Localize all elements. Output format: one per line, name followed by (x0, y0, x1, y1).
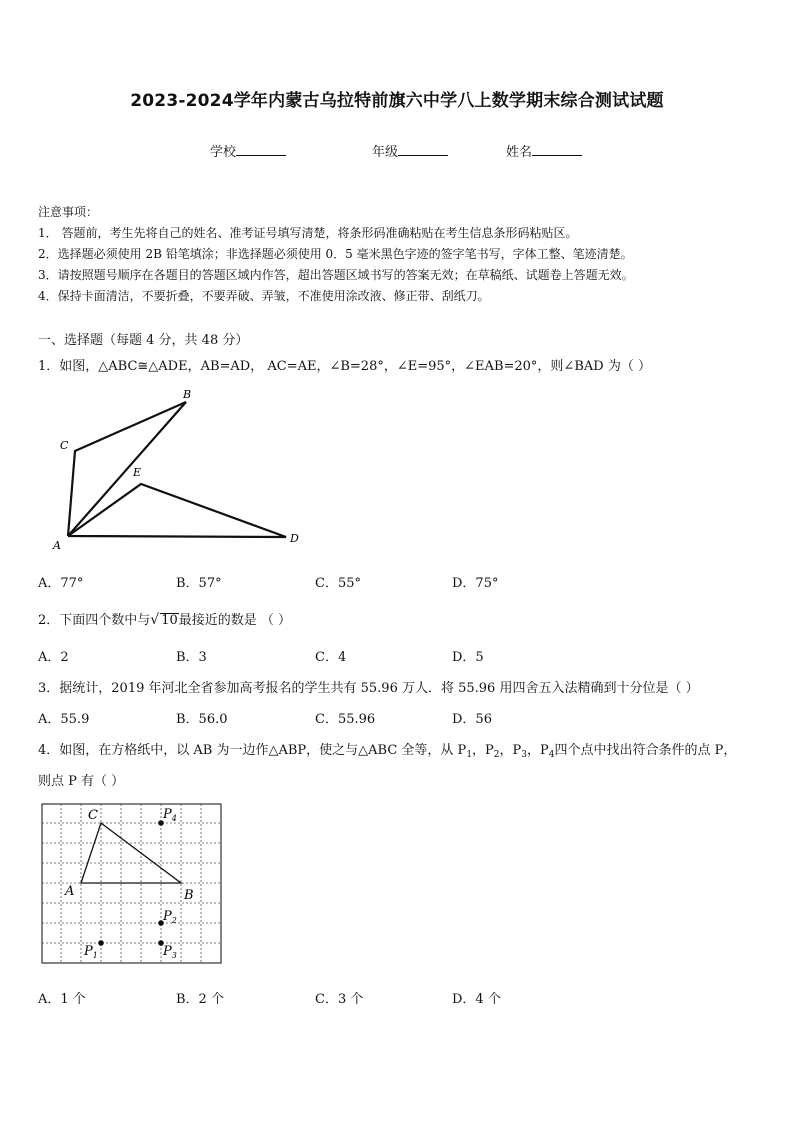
question-2-text (38, 609, 291, 628)
school-blank (236, 143, 286, 156)
q4-text-b: 四个点中找出符合条件的点 P， (554, 743, 737, 758)
label-p2: $P_2$ (163, 909, 177, 925)
sqrt-radicand: 10 (161, 613, 178, 628)
label-p1: $P_1$ (84, 944, 98, 960)
grade-label: 年级 (372, 145, 399, 160)
q4-sep: ，P (472, 743, 494, 758)
note-item: 4．保持卡面清洁，不要折叠，不要弄破、弄皱，不准使用涂改液、修正带、刮纸刀。 (38, 289, 490, 303)
sub-4: 4 (548, 750, 555, 760)
q2-option-c[interactable]: C．4 (315, 650, 347, 665)
notes-heading: 注意事项： (38, 205, 99, 219)
q2-option-b[interactable]: B．3 (176, 650, 207, 665)
q4-grid-figure (41, 803, 223, 965)
question-4-line-2: 则点 P 有（ ） (38, 774, 125, 789)
triangle-abc (68, 402, 186, 536)
q1-label-b: B (183, 388, 192, 401)
q4-label-b: B (184, 888, 194, 903)
q4-option-c[interactable]: C．3 个 (315, 992, 364, 1007)
q4-option-a[interactable]: A．1 个 (38, 992, 86, 1007)
q1-option-b[interactable]: B．57° (176, 576, 222, 591)
q3-option-b[interactable]: B．56.0 (176, 712, 228, 727)
q2-option-d[interactable]: D．5 (452, 650, 484, 665)
label-p4: $P_4$ (163, 807, 177, 823)
triangle-abc (81, 823, 181, 883)
label-p3: $P_3$ (163, 944, 177, 960)
sub-1: 1 (466, 750, 473, 760)
sub-3: 3 (521, 750, 528, 760)
section-heading: 一、选择题（每题 4 分，共 48 分） (38, 333, 249, 348)
q1-label-c: C (60, 439, 69, 452)
q1-option-a[interactable]: A．77° (38, 576, 84, 591)
question-3-text: 3．据统计，2019 年河北全省参加高考报名的学生共有 55.96 万人．将 55.96 用四舍五入法精确到十分位是（ ） (38, 681, 699, 696)
sqrt-symbol: √ (150, 612, 160, 628)
q4-label-c: C (88, 808, 98, 823)
q4-option-d[interactable]: D．4 个 (452, 992, 501, 1007)
q2-option-a[interactable]: A．2 (38, 650, 69, 665)
name-label: 姓名 (506, 145, 533, 160)
q3-option-c[interactable]: C．55.96 (315, 712, 376, 727)
q2-text-before: 2．下面四个数中与 (38, 613, 151, 628)
q1-label-a: A (53, 539, 61, 550)
q4-label-a: A (65, 884, 75, 899)
grade-field (372, 141, 448, 160)
q1-label-e: E (133, 466, 142, 479)
point-p1 (98, 940, 104, 946)
grade-blank (398, 143, 448, 156)
q4-sep: ，P (499, 743, 522, 758)
q2-text-after: 最接近的数是 （ ） (178, 613, 292, 628)
note-item: 3．请按照题号顺序在各题目的答题区域内作答，超出答题区域书写的答案无效；在草稿纸、试题卷上答题无效。 (38, 268, 634, 282)
q4-text-a: 4．如图，在方格纸中，以 AB 为一边作△ABP，使之与△ABC 全等，从 P (38, 743, 467, 758)
triangle-ade (68, 484, 286, 537)
q3-option-a[interactable]: A．55.9 (38, 712, 90, 727)
q3-option-d[interactable]: D．56 (452, 712, 492, 727)
question-4-line-1 (38, 739, 736, 760)
q1-triangle-figure (48, 385, 308, 550)
name-field (506, 141, 582, 160)
school-field (210, 141, 286, 160)
q1-option-c[interactable]: C．55° (315, 576, 361, 591)
question-1-text: 1．如图，△ABC≅△ADE，AB=AD， AC=AE，∠B=28°，∠E=95°，∠EAB=20°，则∠BAD 为（ ） (38, 359, 651, 374)
q4-sep: ，P (527, 743, 549, 758)
q1-triangle-lines (68, 402, 286, 537)
school-label: 学校 (210, 145, 237, 160)
q4-option-b[interactable]: B．2 个 (176, 992, 224, 1007)
sub-2: 2 (493, 750, 500, 760)
page-title: 2023-2024学年内蒙古乌拉特前旗六中学八上数学期末综合测试试题 (130, 91, 664, 111)
note-item: 2．选择题必须使用 2B 铅笔填涂；非选择题必须使用 0．5 毫米黑色字迹的签字笔书写，字体工整、笔迹清楚。 (38, 247, 633, 261)
q1-option-d[interactable]: D．75° (452, 576, 499, 591)
q1-label-d: D (290, 532, 299, 545)
name-blank (532, 143, 582, 156)
note-item: 1． 答题前，考生先将自己的姓名、准考证号填写清楚，将条形码准确粘贴在考生信息条形码粘贴区。 (38, 226, 578, 240)
